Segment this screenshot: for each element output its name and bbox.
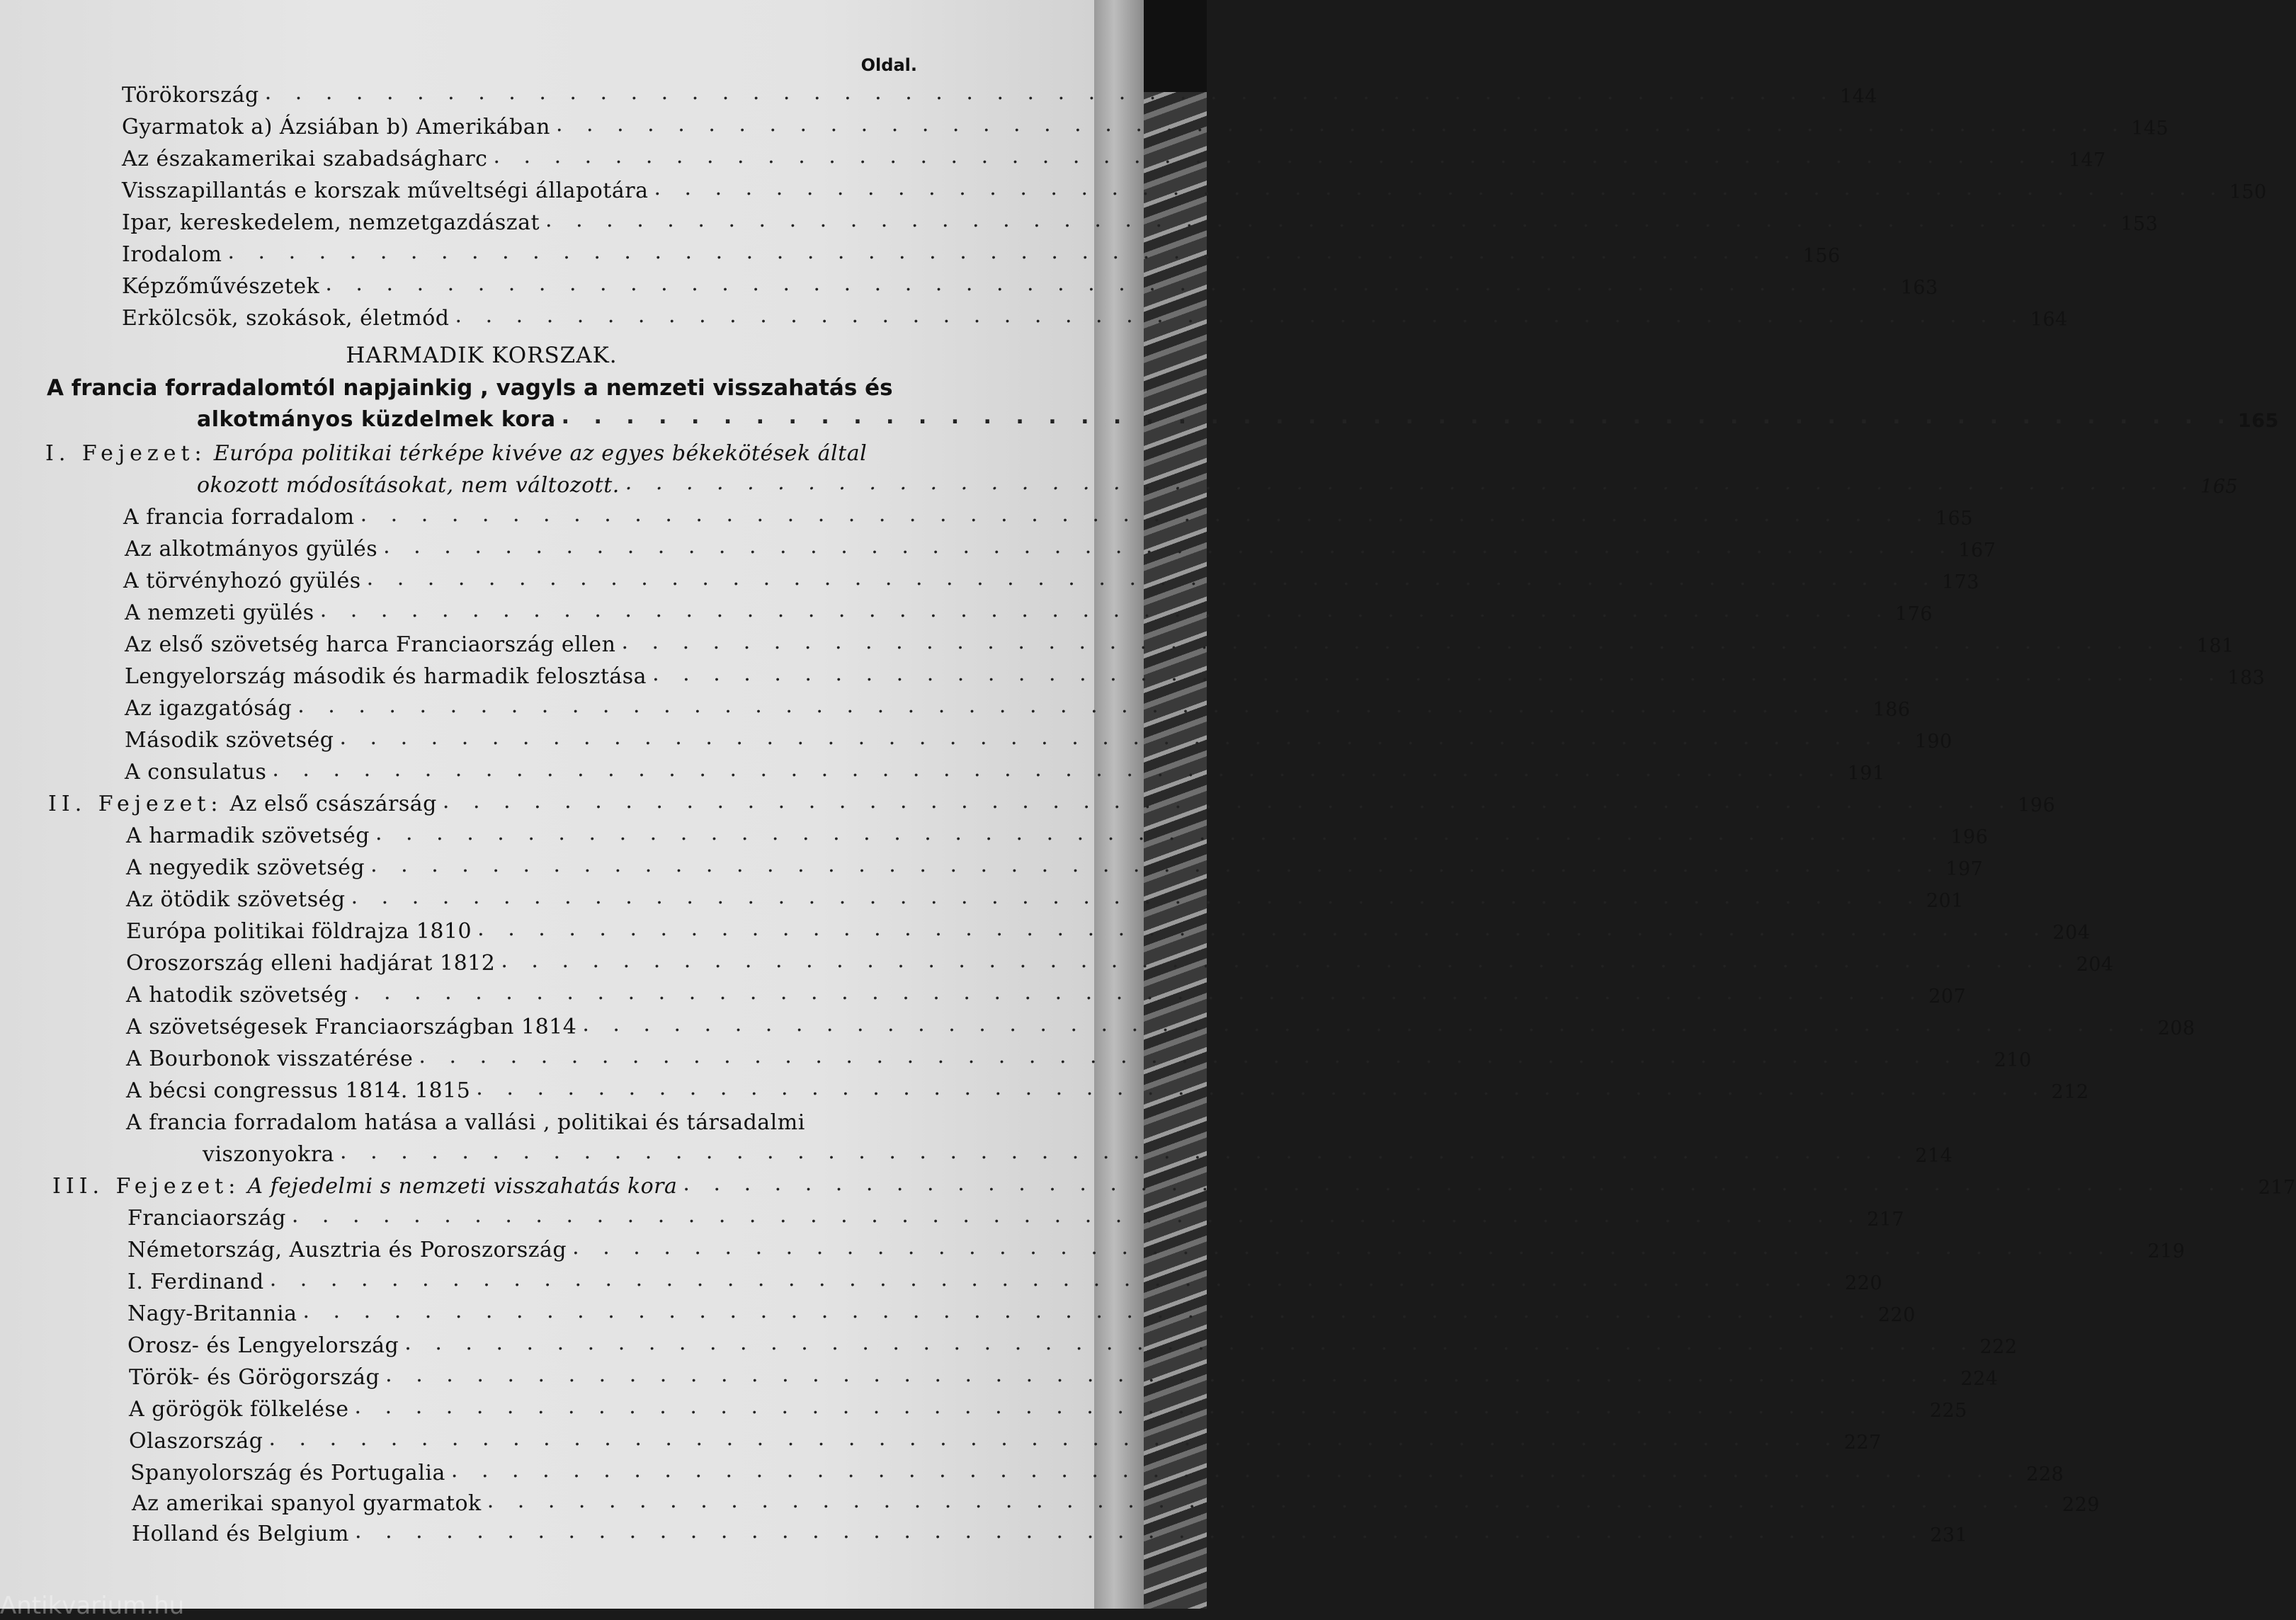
toc-entry: A harmadik szövetség . . . . . . . . . . . . . . . . . . . . . . . . . . . . . . . . . . . . . . . . . . . . . . . . . . . . 196 <box>126 821 1989 848</box>
toc-entry: Erkölcsök, szokások, életmód . . . . . . . . . . . . . . . . . . . . . . . . . . . . . . . . . . . . . . . . . . . . . . . . . . . . 164 <box>122 303 2068 331</box>
page-number: 201 <box>1926 890 1964 912</box>
page-number: 173 <box>1941 571 1979 593</box>
page-number: 222 <box>1979 1336 2018 1358</box>
page-number: 165 <box>2237 410 2279 432</box>
page-number: 190 <box>1914 731 1953 753</box>
toc-entry: A törvényhozó gyülés . . . . . . . . . . . . . . . . . . . . . . . . . . . . . . . . . . . . . . . . . . . . . . . . . . . . 173 <box>123 566 1979 593</box>
page-number: 196 <box>2018 794 2056 816</box>
chapter-heading: I. Fejezet: Európa politikai térképe kivéve az egyes békekötések által <box>45 441 868 466</box>
page-number: 228 <box>2026 1464 2064 1485</box>
page-number: 153 <box>2120 213 2159 235</box>
chapter-label: I. Fejezet: <box>45 441 207 466</box>
page-column-label: Oldal. <box>860 55 917 75</box>
page-number: 156 <box>1802 245 1841 267</box>
toc-entry: Gyarmatok a) Ázsiában b) Amerikában . . . . . . . . . . . . . . . . . . . . . . . . . . . . . . . . . . . . . . . . . . . . . . . . . . . . 145 <box>122 112 2169 139</box>
section-heading: HARMADIK KORSZAK. <box>346 343 618 368</box>
toc-entry: Olaszország . . . . . . . . . . . . . . . . . . . . . . . . . . . . . . . . . . . . . . . . . . . . . . . . . . . . 227 <box>129 1426 1882 1454</box>
toc-entry: A francia forradalom . . . . . . . . . . . . . . . . . . . . . . . . . . . . . . . . . . . . . . . . . . . . . . . . . . . . 165 <box>123 502 1973 530</box>
toc-entry: Az igazgatóság . . . . . . . . . . . . . . . . . . . . . . . . . . . . . . . . . . . . . . . . . . . . . . . . . . . . 186 <box>125 693 1911 721</box>
toc-entry: A szövetségesek Franciaországban 1814 . . . . . . . . . . . . . . . . . . . . . . . . . . . . . . . . . . . . . . . . . . . . . . . . . . . . 208 <box>126 1012 2195 1039</box>
page-number: 204 <box>2076 954 2114 976</box>
toc-entry: Képzőművészetek . . . . . . . . . . . . . . . . . . . . . . . . . . . . . . . . . . . . . . . . . . . . . . . . . . . . 163 <box>122 271 1938 299</box>
chapter-label: II. Fejezet: <box>48 792 223 816</box>
page-number: 144 <box>1839 86 1877 108</box>
toc-entry: Oroszország elleni hadjárat 1812 . . . . . . . . . . . . . . . . . . . . . . . . . . . . . . . . . . . . . . . . . . . . . . . . . . . . 204 <box>126 948 2114 976</box>
toc-entry: Az első szövetség harca Franciaország ellen . . . . . . . . . . . . . . . . . . . . . . . . . . . . . . . . . . . . . . . . . . . . . . . . . . . . 181 <box>125 629 2234 657</box>
page-number: 224 <box>1960 1368 1999 1390</box>
page-number: 210 <box>1994 1049 2032 1071</box>
page-number: 147 <box>2068 149 2106 171</box>
page-number: 196 <box>1950 826 1989 848</box>
toc-entry: Nagy-Britannia . . . . . . . . . . . . . . . . . . . . . . . . . . . . . . . . . . . . . . . . . . . . . . . . . . . . 220 <box>127 1299 1916 1326</box>
toc-entry: Ipar, kereskedelem, nemzetgazdászat . . . . . . . . . . . . . . . . . . . . . . . . . . . . . . . . . . . . . . . . . . . . . . . . . . . . 153 <box>122 207 2159 235</box>
toc-entry: Visszapillantás e korszak műveltségi állapotára . . . . . . . . . . . . . . . . . . . . . . . . . . . . . . . . . . . . . . . . . . . . . . . . . . . . 150 <box>122 176 2267 203</box>
toc-entry: A Bourbonok visszatérése . . . . . . . . . . . . . . . . . . . . . . . . . . . . . . . . . . . . . . . . . . . . . . . . . . . . 210 <box>126 1044 2032 1071</box>
toc-entry: A hatodik szövetség . . . . . . . . . . . . . . . . . . . . . . . . . . . . . . . . . . . . . . . . . . . . . . . . . . . . 207 <box>126 980 1967 1008</box>
page-number: 217 <box>1867 1209 1905 1231</box>
page-number: 197 <box>1945 858 1984 880</box>
toc-entry: Orosz- és Lengyelország . . . . . . . . . . . . . . . . . . . . . . . . . . . . . . . . . . . . . . . . . . . . . . . . . . . . 222 <box>127 1330 2018 1358</box>
toc-entry: A bécsi congressus 1814. 1815 . . . . . . . . . . . . . . . . . . . . . . . . . . . . . . . . . . . . . . . . . . . . . . . . . . . . 212 <box>126 1076 2089 1103</box>
toc-entry: Második szövetség . . . . . . . . . . . . . . . . . . . . . . . . . . . . . . . . . . . . . . . . . . . . . . . . . . . . 190 <box>125 725 1953 753</box>
toc-entry: Spanyolország és Portugalia . . . . . . . . . . . . . . . . . . . . . . . . . . . . . . . . . . . . . . . . . . . . . . . . . . . . 228 <box>130 1458 2064 1485</box>
toc-entry: Az alkotmányos gyülés . . . . . . . . . . . . . . . . . . . . . . . . . . . . . . . . . . . . . . . . . . . . . . . . . . . . 167 <box>125 534 1996 561</box>
toc-entry: Franciaország . . . . . . . . . . . . . . . . . . . . . . . . . . . . . . . . . . . . . . . . . . . . . . . . . . . . 217 <box>127 1203 1905 1231</box>
toc-entry: A görögök fölkelése . . . . . . . . . . . . . . . . . . . . . . . . . . . . . . . . . . . . . . . . . . . . . . . . . . . . 225 <box>129 1394 1967 1422</box>
toc-entry: I. Ferdinand . . . . . . . . . . . . . . . . . . . . . . . . . . . . . . . . . . . . . . . . . . . . . . . . . . . . 220 <box>127 1267 1883 1294</box>
page-number: 204 <box>2052 922 2091 944</box>
page-number: 220 <box>1844 1272 1883 1294</box>
page-number: 186 <box>1872 699 1911 721</box>
page-number: 165 <box>1935 508 1973 530</box>
page-number: 145 <box>2131 118 2169 139</box>
toc-entry: A negyedik szövetség . . . . . . . . . . . . . . . . . . . . . . . . . . . . . . . . . . . . . . . . . . . . . . . . . . . . 197 <box>126 852 1984 880</box>
toc-entry: Török- és Görögország . . . . . . . . . . . . . . . . . . . . . . . . . . . . . . . . . . . . . . . . . . . . . . . . . . . . 224 <box>129 1362 1999 1390</box>
page-number: 164 <box>2030 309 2068 331</box>
toc-entry: Az amerikai spanyol gyarmatok . . . . . . . . . . . . . . . . . . . . . . . . . . . . . . . . . . . . . . . . . . . . . . . . . . . . 229 <box>132 1488 2100 1516</box>
toc-entry-long: A francia forradalom hatása a vallási , politikai és társadalmi <box>126 1110 805 1135</box>
page-number: 167 <box>1958 540 1996 561</box>
page-number: 183 <box>2227 667 2266 689</box>
chapter-heading: II. Fejezet: Az első császárság . . . . . . . . . . . . . . . . . . . . . . . . . . . . . . . . . . . . . . . . . . . . . . . . . . . . 196 <box>48 789 2056 816</box>
page-number: 225 <box>1929 1400 1967 1422</box>
chapter-heading: III. Fejezet: A fejedelmi s nemzeti visszahatás kora . . . . . . . . . . . . . . . . . . . . . . . . . . . . . . . . . . . . . . . . . . . . . . . . . . . . 217 <box>52 1171 2296 1199</box>
section-title-line1: A francia forradalomtól napjainkig , vagyls a nemzeti visszahatás és <box>47 375 893 401</box>
toc-entry: Európa politikai földrajza 1810 . . . . . . . . . . . . . . . . . . . . . . . . . . . . . . . . . . . . . . . . . . . . . . . . . . . . 204 <box>126 916 2091 944</box>
toc-entry: Törökország . . . . . . . . . . . . . . . . . . . . . . . . . . . . . . . . . . . . . . . . . . . . . . . . . . . . 144 <box>122 80 1877 108</box>
toc-entry: Németország, Ausztria és Poroszország . . . . . . . . . . . . . . . . . . . . . . . . . . . . . . . . . . . . . . . . . . . . . . . . . . . . 219 <box>127 1235 2186 1262</box>
section-title-line2: alkotmányos küzdelmek kora . . . . . . . . . . . . . . . . . . . . . . . . . . . . . . . . . . . . . . . . . . . . . . . . . . . . 165 <box>197 404 2279 432</box>
page-number: 220 <box>1877 1304 1916 1326</box>
page-number: 212 <box>2051 1081 2089 1103</box>
page-number: 231 <box>1930 1524 1968 1546</box>
page-number: 150 <box>2229 181 2267 203</box>
page-number: 165 <box>2200 476 2239 498</box>
page-number: 207 <box>1928 986 1967 1008</box>
page-number: 191 <box>1847 763 1885 785</box>
page-number: 176 <box>1894 603 1933 625</box>
chapter-label: III. Fejezet: <box>52 1174 241 1199</box>
toc-entry: Az ötödik szövetség . . . . . . . . . . . . . . . . . . . . . . . . . . . . . . . . . . . . . . . . . . . . . . . . . . . . 201 <box>126 884 1964 912</box>
toc-entry-long-cont: viszonyokra . . . . . . . . . . . . . . . . . . . . . . . . . . . . . . . . . . . . . . . . . . . . . . . . . . . . 214 <box>203 1139 1953 1167</box>
watermark: Antikvarium.hu <box>0 1592 185 1620</box>
chapter-heading-cont: okozott módosításokat, nem változott. . . . . . . . . . . . . . . . . . . . . . . . . . . . . . . . . . . . . . . . . . . . . . . . . . . . . 165 <box>197 470 2239 498</box>
page-number: 181 <box>2196 635 2234 657</box>
toc-entry: A nemzeti gyülés . . . . . . . . . . . . . . . . . . . . . . . . . . . . . . . . . . . . . . . . . . . . . . . . . . . . 176 <box>125 598 1933 625</box>
page-number: 208 <box>2157 1017 2195 1039</box>
toc-entry: Lengyelország második és harmadik felosztása . . . . . . . . . . . . . . . . . . . . . . . . . . . . . . . . . . . . . . . . . . . . . . . . . . . . 183 <box>125 661 2266 689</box>
cover-shadow <box>1144 0 1207 92</box>
toc-entry: Az északamerikai szabadságharc . . . . . . . . . . . . . . . . . . . . . . . . . . . . . . . . . . . . . . . . . . . . . . . . . . . . 147 <box>122 144 2106 171</box>
toc-entry: Irodalom . . . . . . . . . . . . . . . . . . . . . . . . . . . . . . . . . . . . . . . . . . . . . . . . . . . . 156 <box>122 239 1841 267</box>
toc-entry: Holland és Belgium . . . . . . . . . . . . . . . . . . . . . . . . . . . . . . . . . . . . . . . . . . . . . . . . . . . . 231 <box>132 1519 1968 1546</box>
page-number: 219 <box>2147 1240 2186 1262</box>
page-number: 227 <box>1843 1432 1882 1454</box>
page-number: 229 <box>2062 1494 2100 1516</box>
page-number: 214 <box>1915 1145 1953 1167</box>
page-number: 163 <box>1900 277 1938 299</box>
page-number: 217 <box>2258 1177 2296 1199</box>
toc-entry: A consulatus . . . . . . . . . . . . . . . . . . . . . . . . . . . . . . . . . . . . . . . . . . . . . . . . . . . . 191 <box>125 757 1885 785</box>
